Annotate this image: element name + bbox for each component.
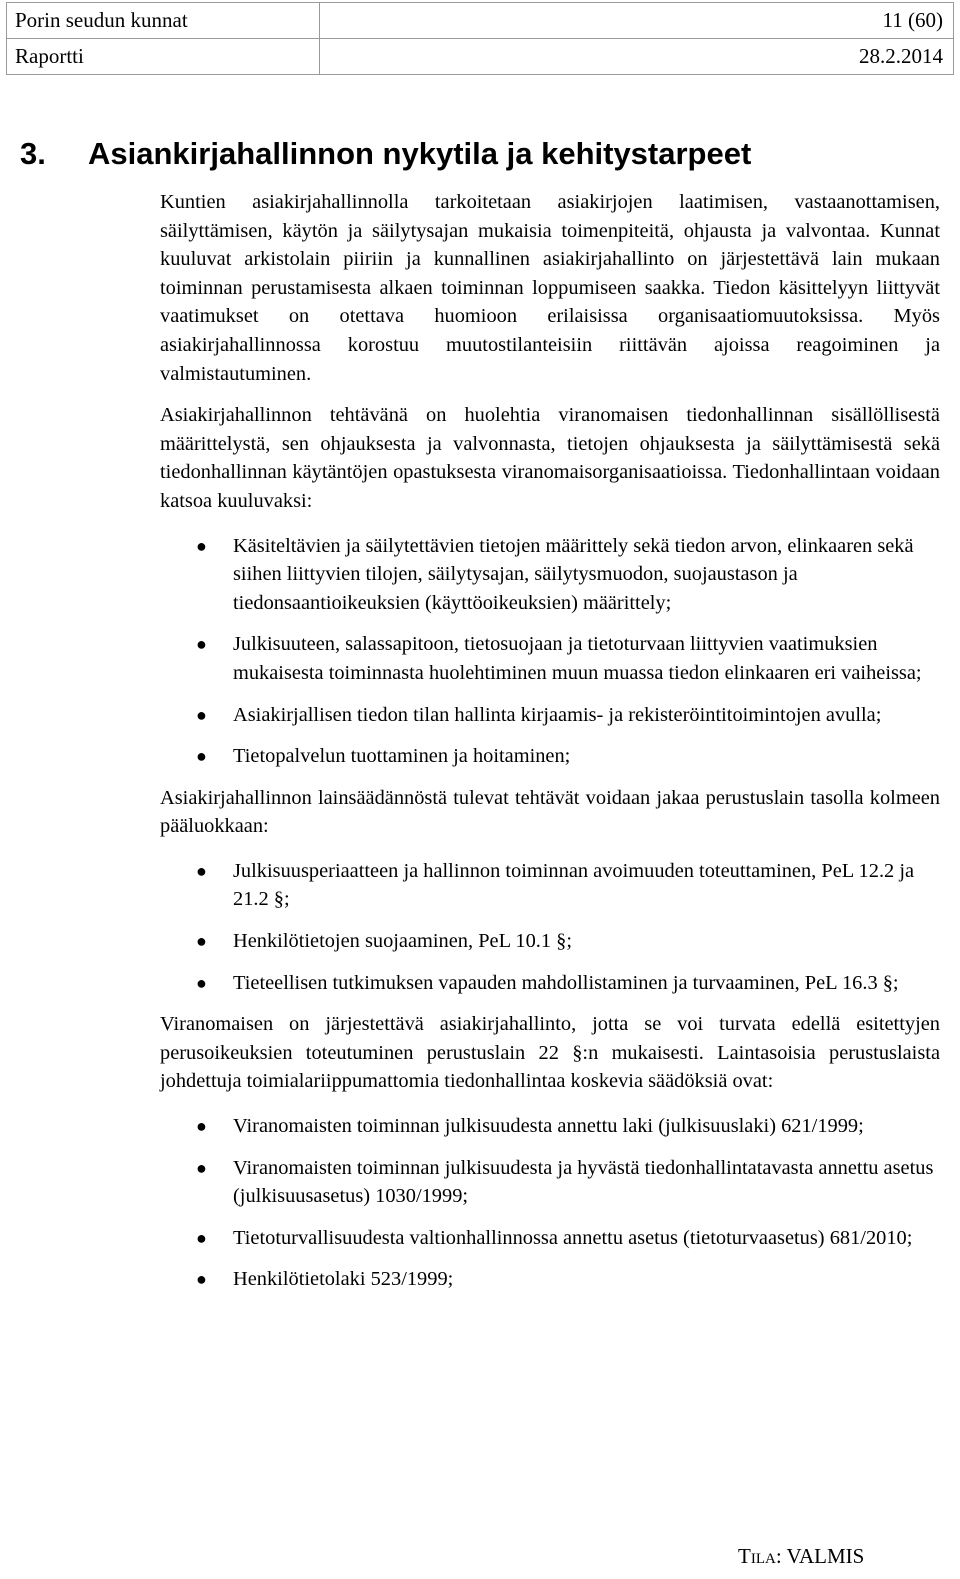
list-item-text: Tietopalvelun tuottaminen ja hoitaminen; — [233, 745, 571, 768]
bullet-icon: ● — [196, 860, 207, 881]
document-body — [160, 188, 940, 1307]
header-row-2 — [7, 39, 954, 75]
list-statutes — [160, 1112, 940, 1294]
bullet-icon: ● — [196, 634, 207, 655]
section-number: 3. — [20, 136, 46, 171]
list-constitutional-categories — [160, 857, 940, 997]
list-item — [160, 701, 940, 730]
list-item-text: Henkilötietojen suojaaminen, PeL 10.1 §; — [233, 930, 573, 953]
bullet-icon: ● — [196, 931, 207, 952]
list-item — [160, 630, 940, 687]
bullet-icon: ● — [196, 535, 207, 556]
page-header — [6, 2, 954, 75]
list-item — [160, 969, 940, 998]
list-item-text: Tietoturvallisuudesta valtionhallinnossa annettu asetus (tietoturvaasetus) 681/2010; — [233, 1226, 913, 1249]
list-item-text: Asiakirjallisen tiedon tilan hallinta kirjaamis- ja rekisteröintitoimintojen avulla; — [233, 703, 882, 726]
bullet-icon: ● — [196, 1116, 207, 1137]
list-item-text: Viranomaisten toiminnan julkisuudesta ja hyvästä tiedonhallintatavasta annettu asetus (julkisuusasetus) 1030/1999; — [233, 1156, 934, 1208]
list-item-text: Henkilötietolaki 523/1999; — [233, 1268, 454, 1291]
list-item — [160, 857, 940, 914]
status-label-initial: T — [738, 1544, 751, 1568]
paragraph-legislation: Asiakirjahallinnon lainsäädännöstä tulevat tehtävät voidaan jakaa perustuslain tasolla kolmeen pääluokkaan: — [160, 786, 940, 838]
bullet-icon: ● — [196, 1269, 207, 1290]
list-item-text: Julkisuuteen, salassapitoon, tietosuojaan ja tietoturvaan liittyvien vaatimuksien mukaisesta toiminnasta huolehtiminen muun muassa tiedon elinkaaren eri vaiheissa; — [233, 633, 922, 684]
list-item-text: Julkisuusperiaatteen ja hallinnon toiminnan avoimuuden toteuttaminen, PeL 12.2 ja 21.2 §; — [233, 859, 915, 911]
header-row-1 — [7, 3, 954, 39]
list-information-management — [160, 532, 940, 771]
header-date: 28.2.2014 — [320, 39, 954, 75]
list-item — [160, 532, 940, 618]
bullet-icon: ● — [196, 1157, 207, 1178]
list-item — [160, 1112, 940, 1141]
list-item-text: Viranomaisten toiminnan julkisuudesta annettu laki (julkisuuslaki) 621/1999; — [233, 1115, 864, 1138]
list-item — [160, 1224, 940, 1253]
bullet-icon: ● — [196, 746, 207, 767]
status-label-rest: ILA — [750, 1551, 776, 1567]
paragraph-tasks: Asiakirjahallinnon tehtävänä on huolehtia viranomaisen tiedonhallinnan sisällöllisestä määrittelystä, sen ohjauksesta ja valvonnasta, tietojen ohjauksesta ja säilyttämisestä sekä tiedonhallinnan käytäntöjen opastuksesta viranomaisorganisaatioissa. Tiedonhallintaan voidaan katsoa kuuluvaksi: — [160, 404, 940, 512]
bullet-icon: ● — [196, 1227, 207, 1248]
header-doc-type: Raportti — [7, 39, 320, 75]
status-value: : VALMIS — [775, 1544, 865, 1568]
list-item — [160, 742, 940, 771]
bullet-icon: ● — [196, 704, 207, 725]
paragraph-statutes: Viranomaisen on järjestettävä asiakirjahallinto, jotta se voi turvata edellä esitettyjen perusoikeuksien toteutuminen perustuslain 22 §:n mukaisesti. Laintasoisia perustuslaista johdettuja toimialariippumattomia tiedonhallintaa koskevia säädöksiä ovat: — [160, 1013, 940, 1093]
paragraph-intro: Kuntien asiakirjahallinnolla tarkoitetaan asiakirjojen laatimisen, vastaanottamisen, säilyttämisen, käytön ja säilytysajan mukaisia toimenpiteitä, ohjausta ja valvontaa. Kunnat kuuluvat arkistolain piiriin ja kunnallinen asiakirjahallinto on järjestettävä lain mukaan toiminnan perustamisesta alkaen toiminnan loppumiseen saakka. Tiedon käsittelyyn liittyvät vaatimukset on otettava huomioon erilaisissa organisaatiomuutoksissa. Myös asiakirjahallinnossa korostuu muutostilanteisiin riittävän ajoissa reagoiminen ja valmistautuminen. — [160, 191, 940, 385]
section-heading — [20, 136, 751, 172]
bullet-icon: ● — [196, 972, 207, 993]
section-title: Asiankirjahallinnon nykytila ja kehitystarpeet — [88, 136, 752, 171]
list-item-text: Käsiteltävien ja säilytettävien tietojen määrittely sekä tiedon arvon, elinkaaren sekä siihen liittyvien tilojen, säilytysajan, säilytysmuodon, suojaustason ja tiedonsaantioikeuksien (käyttöoikeuksien) määrittely; — [233, 534, 914, 614]
list-item — [160, 1154, 940, 1211]
header-page-number: 11 (60) — [320, 3, 954, 39]
list-item — [160, 1265, 940, 1294]
list-item — [160, 927, 940, 956]
header-org: Porin seudun kunnat — [7, 3, 320, 39]
list-item-text: Tieteellisen tutkimuksen vapauden mahdollistaminen ja turvaaminen, PeL 16.3 §; — [233, 971, 899, 994]
status-footer — [738, 1544, 864, 1569]
